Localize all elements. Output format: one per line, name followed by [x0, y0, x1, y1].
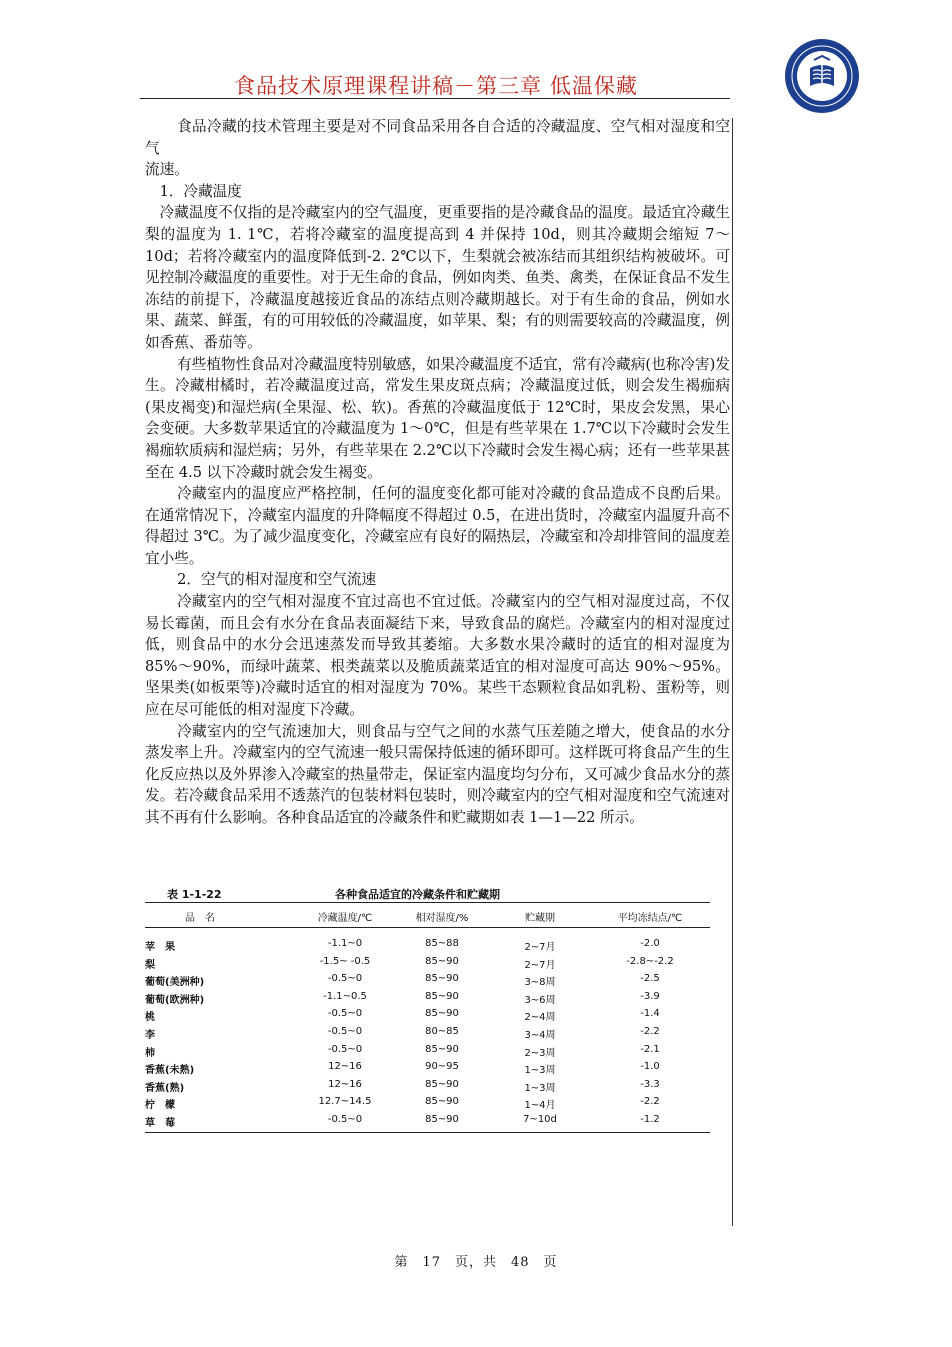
table-title: 各种食品适宜的冷藏条件和贮藏期 — [335, 888, 500, 901]
header-temp: 冷藏温度/℃ — [317, 913, 373, 924]
table-cell: -1.1~0 — [327, 938, 363, 949]
table-cell: 85~90 — [425, 1096, 459, 1108]
table-cell: 12~16 — [328, 1061, 362, 1073]
table-cell: 1~4月 — [524, 1100, 556, 1112]
table-number: 表 1-1-22 — [167, 888, 222, 901]
table-cell: 90~95 — [425, 1061, 459, 1073]
paragraph: 有些植物性食品对冷藏温度特别敏感，如果冷藏温度不适宜，常有冷藏病(也称冷害)发生。冷藏柑橘时，若冷藏温度过高，常发生果皮斑点病；冷藏温度过低，则会发生褐痂病(果皮褐变)和湿烂病(全果湿、松、软)。香蕉的冷藏温度低于 12℃时，果皮会发黑，果心会变硬。大多数苹果适宜的冷藏温度为 1～0℃，但是有些苹果在 1.7℃以下冷藏时会发生褐痂软质病和湿烂病；另外，有些苹果在 2.2℃以下冷藏时会发生褐心病；还有一些苹果甚至在 4.5 以下冷藏时就会发生褐变。 — [145, 355, 730, 481]
table-row — [145, 1075, 710, 1093]
table-cell: -0.5~0 — [327, 1043, 363, 1055]
table-cell: -2.5 — [640, 973, 660, 985]
header-humidity: 相对湿度/% — [415, 913, 469, 924]
table-row — [145, 952, 710, 970]
section-heading: 1．冷藏温度 — [159, 182, 242, 200]
table-cell: -3.9 — [640, 990, 660, 1002]
table-cell: -3.3 — [640, 1078, 660, 1090]
table-cell: -2.1 — [640, 1043, 660, 1055]
table-cell: 梨 — [145, 959, 155, 971]
table-cell: -2.2 — [640, 1096, 660, 1108]
table-cell: 85~90 — [425, 1078, 459, 1090]
paragraph: 冷藏室内的温度应严格控制，任何的温度变化都可能对冷藏的食品造成不良酌后果。在通常情况下，冷藏室内温度的升降幅度不得超过 0.5，在进出货时，冷藏室内温厦升高不得超过 3℃。为了减少温度变化，冷藏室应有良好的隔热层，冷藏室和冷却排管间的温度差宜小些。 — [145, 485, 730, 567]
table-cell: -2.2 — [640, 1025, 660, 1037]
table-cell: 1~3周 — [524, 1065, 556, 1077]
paragraph: 食品冷藏的技术管理主要是对不同食品采用各自合适的冷藏温度、空气相对湿度和空气 — [145, 118, 730, 157]
table-cell: 柠 檬 — [145, 1100, 175, 1112]
paragraph: 冷藏室内的空气相对湿度不宜过高也不宜过低。冷藏室内的空气相对湿度过高，不仅易长霉菌，而且会有水分在食品表面凝结下来，导致食品的腐烂。冷藏室内的相对湿度过低，则食品中的水分会迅速蒸发而导致其萎缩。大多数水果冷藏时的适宜的相对湿度为 85%～90%，而绿叶蔬菜、根类蔬菜以及脆质蔬菜适宜的相对湿度可高达 90%～95%。坚果类(如板栗等)冷藏时适宜的相对湿度为 70%。某些干态颗粒食品如乳粉、蛋粉等，则应在尽可能低的相对湿度下冷藏。 — [145, 593, 730, 719]
table-cell: 桃 — [145, 1012, 155, 1024]
header-divider — [140, 98, 730, 99]
table-cell: -2.8~-2.2 — [626, 955, 674, 967]
table-cell: 85~88 — [425, 938, 459, 949]
table-header-row — [145, 903, 710, 927]
header-freezing: 平均冻结点/℃ — [617, 913, 683, 924]
table-cell: 85~90 — [425, 955, 459, 967]
table-cell: -1.2 — [640, 1113, 660, 1125]
paragraph: 冷藏室内的空气流速加大，则食品与空气之间的水蒸气压差随之增大，使食品的水分蒸发率上升。冷藏室内的空气流速一般只需保持低速的循环即可。这样既可将食品产生的生化反应热以及外界渗入冷藏室的热量带走，保证室内温度均匀分布，又可减少食品水分的蒸发。若冷藏食品采用不透蒸汽的包装材料包装时，则冷藏室内的空气相对湿度和空气流速对其不再有什么影响。各种食品适宜的冷藏条件和贮藏期如表 1—1—22 所示。 — [145, 722, 730, 826]
table-cell: 李 — [145, 1029, 155, 1041]
table-cell: 12.7~14.5 — [318, 1096, 372, 1108]
table-cell: 3~6周 — [524, 994, 556, 1006]
table-cell: 85~90 — [425, 1043, 459, 1055]
table-row — [145, 1092, 710, 1110]
table-row — [145, 987, 710, 1005]
table-cell: 85~90 — [425, 990, 459, 1002]
table-cell: 2~4周 — [524, 1012, 556, 1024]
table-cell: 3~8周 — [524, 977, 556, 989]
table-row — [145, 1040, 710, 1058]
table-cell: -0.5~0 — [327, 1008, 363, 1020]
header-period: 贮藏期 — [525, 913, 555, 924]
table-cell: 香蕉(未熟) — [145, 1065, 195, 1077]
table-cell: -0.5~0 — [327, 973, 363, 985]
table-cell: -1.1~0.5 — [323, 990, 367, 1002]
table-row — [145, 1004, 710, 1022]
table-bottom-rule — [145, 1132, 710, 1133]
table-row — [145, 934, 710, 952]
table-row — [145, 1057, 710, 1075]
page-number: 第 17 页，共 48 页 — [394, 1255, 558, 1270]
table-row — [145, 1110, 710, 1128]
table-cell: -2.0 — [640, 938, 660, 949]
table-cell: 12~16 — [328, 1078, 362, 1090]
table-cell: 7~10d — [523, 1113, 557, 1125]
table-cell: 苹 果 — [145, 942, 175, 953]
table-cell: 香蕉(熟) — [145, 1082, 185, 1094]
table-cell: 2~3周 — [524, 1047, 556, 1059]
table-cell: 葡萄(欧洲种) — [145, 994, 205, 1006]
table-cell: 85~90 — [425, 1008, 459, 1020]
table-cell: 80~85 — [425, 1025, 459, 1037]
table-cell: -1.5~ -0.5 — [319, 955, 371, 967]
table-caption — [145, 884, 710, 902]
table-row — [145, 969, 710, 987]
table-cell: -1.0 — [640, 1061, 660, 1073]
table-cell: 85~90 — [425, 1113, 459, 1125]
university-seal-icon — [784, 38, 860, 114]
table-cell: 3~4周 — [524, 1029, 556, 1041]
table-cell: 柿 — [145, 1047, 155, 1059]
table-cell: 2~7月 — [524, 959, 556, 971]
table-cell: -0.5~0 — [327, 1025, 363, 1037]
page-header-title: 食品技术原理课程讲稿－第三章 低温保藏 — [234, 74, 638, 98]
table-cell: 葡萄(美洲种) — [145, 977, 205, 989]
table-cell: 1~3周 — [524, 1082, 556, 1094]
table-cell: -0.5~0 — [327, 1113, 363, 1125]
table-cell: -1.4 — [640, 1008, 660, 1020]
paragraph: 冷藏温度不仅指的是冷藏室内的空气温度，更重要指的是冷藏食品的温度。最适宜冷藏生梨的温度为 1. 1℃，若将冷藏室的温度提高到 4 并保持 10d，则其冷藏期会缩短 7～10d；若将冷藏室内的温度降低到-2. 2℃以下，生梨就会被冻结而其组织结构被破坏。可见控制冷藏温度的重要性。对于无生命的食品，例如肉类、鱼类、禽类，在保证食品不发生冻结的前提下，冷藏温度越接近食品的冻结点则冷藏期越长。对于有生命的食品，例如水果、蔬菜、鲜蛋，有的可用较低的冷藏温度，如苹果、梨；有的则需要较高的冷藏温度，例如香蕉、番茄等。 — [145, 204, 730, 351]
section-heading: 2．空气的相对湿度和空气流速 — [177, 571, 377, 589]
table-cell: 2~7月 — [524, 942, 556, 953]
right-margin-rule — [732, 118, 733, 1226]
header-name: 品 名 — [185, 913, 215, 924]
storage-table — [145, 884, 710, 1133]
table-cell: 草 莓 — [145, 1117, 175, 1129]
table-row — [145, 1022, 710, 1040]
table-cell: 85~90 — [425, 973, 459, 985]
paragraph: 流速。 — [145, 161, 189, 179]
body-text — [145, 116, 730, 829]
